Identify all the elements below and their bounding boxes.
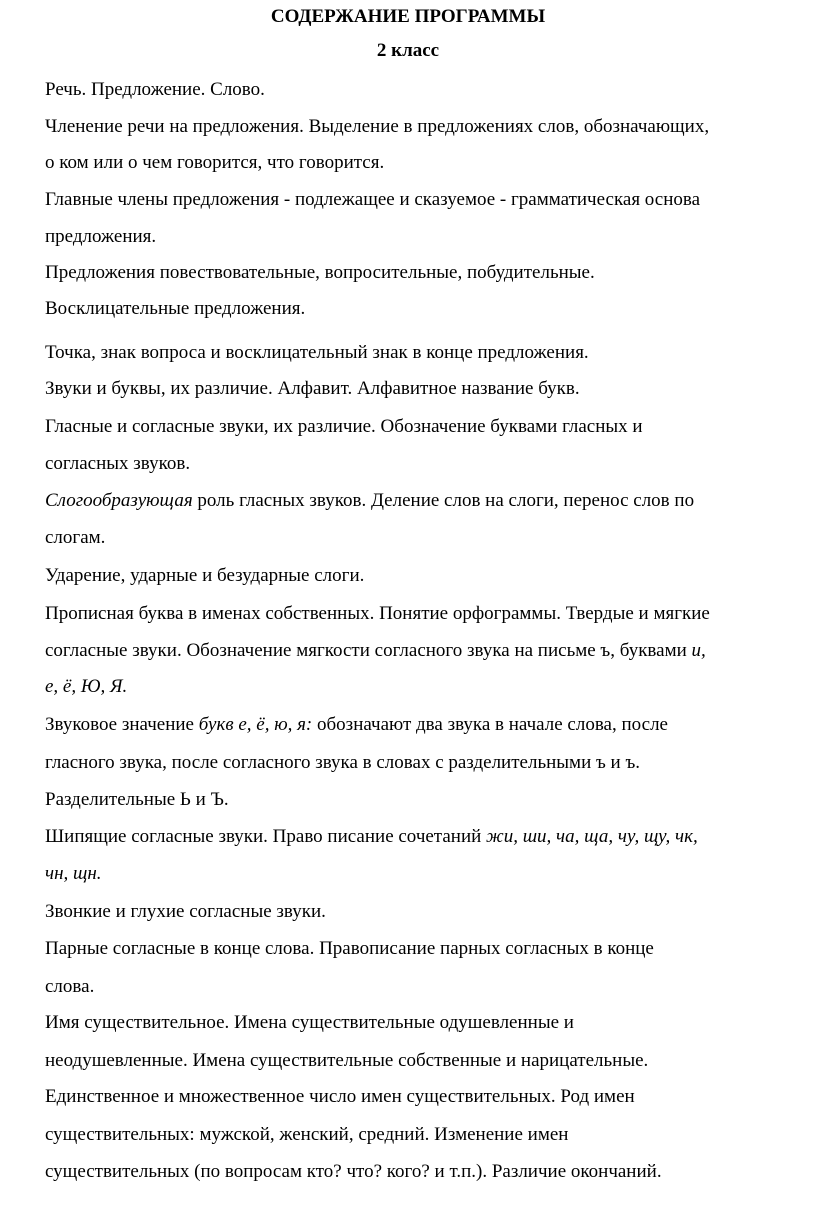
text-segment: Предложения повествовательные, вопросительные, побудительные. xyxy=(45,262,595,283)
text-segment: гласного звука, после согласного звука в словах с разделительными ъ и ъ. xyxy=(45,752,641,773)
text-segment: согласных звуков. xyxy=(45,453,191,474)
document-subtitle: 2 класс xyxy=(376,40,440,61)
italic-text: букв е, ё, ю, я: xyxy=(198,714,313,735)
italic-text: жи, ши, ча, ща, чу, щу, чк, xyxy=(486,826,698,847)
text-segment: Парные согласные в конце слова. Правописание парных согласных в конце xyxy=(45,938,654,959)
text-line xyxy=(45,416,643,438)
text-segment: Гласные и согласные звуки, их различие. Обозначение буквами гласных и xyxy=(45,416,643,437)
text-line xyxy=(45,901,326,923)
text-line xyxy=(45,1124,568,1146)
text-segment: Имя существительное. Имена существительные одушевленные и xyxy=(45,1012,574,1033)
text-segment: Ударение, ударные и безударные слоги. xyxy=(45,565,365,586)
text-segment: существительных (по вопросам кто? что? кого? и т.п.). Различие окончаний. xyxy=(45,1161,662,1182)
text-line xyxy=(45,378,580,400)
text-segment: Единственное и множественное число имен существительных. Род имен xyxy=(45,1086,635,1107)
italic-text: и, xyxy=(691,640,706,661)
text-line xyxy=(45,79,265,101)
text-segment: о ком или о чем говорится, что говорится. xyxy=(45,152,385,173)
document-title: СОДЕРЖАНИЕ ПРОГРАММЫ xyxy=(270,6,546,27)
text-segment: обозначают два звука в начале слова, после xyxy=(312,714,668,735)
text-segment: Главные члены предложения - подлежащее и сказуемое - грамматическая основа xyxy=(45,189,701,210)
text-line xyxy=(45,640,706,662)
text-line xyxy=(45,226,156,248)
text-segment: Прописная буква в именах собственных. Понятие орфограммы. Твердые и мягкие xyxy=(45,603,710,624)
text-segment: существительных: мужской, женский, средний. Изменение имен xyxy=(45,1124,569,1145)
text-segment: Звонкие и глухие согласные звуки. xyxy=(45,901,326,922)
text-line xyxy=(45,1161,662,1183)
text-segment: Точка, знак вопроса и восклицательный знак в конце предложения. xyxy=(45,342,589,363)
text-segment: Шипящие согласные звуки. Право писание сочетаний xyxy=(45,826,487,847)
text-line xyxy=(45,490,694,512)
text-line xyxy=(45,1086,635,1108)
text-line xyxy=(45,826,698,848)
text-segment: слогам. xyxy=(45,527,106,548)
text-segment: предложения. xyxy=(45,226,157,247)
italic-text: чн, щн. xyxy=(45,863,102,884)
text-segment: Восклицательные предложения. xyxy=(45,298,306,319)
text-segment: согласные звуки. Обозначение мягкости согласного звука на письме ъ, буквами xyxy=(45,640,692,661)
text-segment: Разделительные Ь и Ъ. xyxy=(45,789,229,810)
italic-text: Слогообразующая xyxy=(45,490,193,511)
text-line xyxy=(45,789,229,811)
text-line xyxy=(45,603,710,625)
text-segment: роль гласных звуков. Деление слов на слоги, перенос слов по xyxy=(192,490,695,511)
text-line xyxy=(45,938,654,960)
text-line xyxy=(45,1012,574,1034)
text-line xyxy=(45,1050,648,1072)
text-segment: Звуковое значение xyxy=(45,714,199,735)
text-segment: неодушевленные. Имена существительные собственные и нарицательные. xyxy=(45,1050,649,1071)
text-line xyxy=(45,863,102,885)
text-line xyxy=(45,189,700,211)
text-line xyxy=(45,527,105,549)
text-line xyxy=(45,676,127,698)
text-line xyxy=(45,714,668,736)
text-line xyxy=(45,152,384,174)
text-line xyxy=(45,298,305,320)
text-line xyxy=(45,116,709,138)
text-line xyxy=(45,565,364,587)
text-segment: Речь. Предложение. Слово. xyxy=(45,79,265,100)
text-segment: слова. xyxy=(45,976,95,997)
text-segment: Членение речи на предложения. Выделение в предложениях слов, обозначающих, xyxy=(45,116,710,137)
text-segment: Звуки и буквы, их различие. Алфавит. Алфавитное название букв. xyxy=(45,378,580,399)
text-line xyxy=(45,976,94,998)
text-line xyxy=(45,262,595,284)
text-line xyxy=(45,453,190,475)
text-line xyxy=(45,752,640,774)
italic-text: е, ё, Ю, Я. xyxy=(45,676,128,697)
text-line xyxy=(45,342,589,364)
